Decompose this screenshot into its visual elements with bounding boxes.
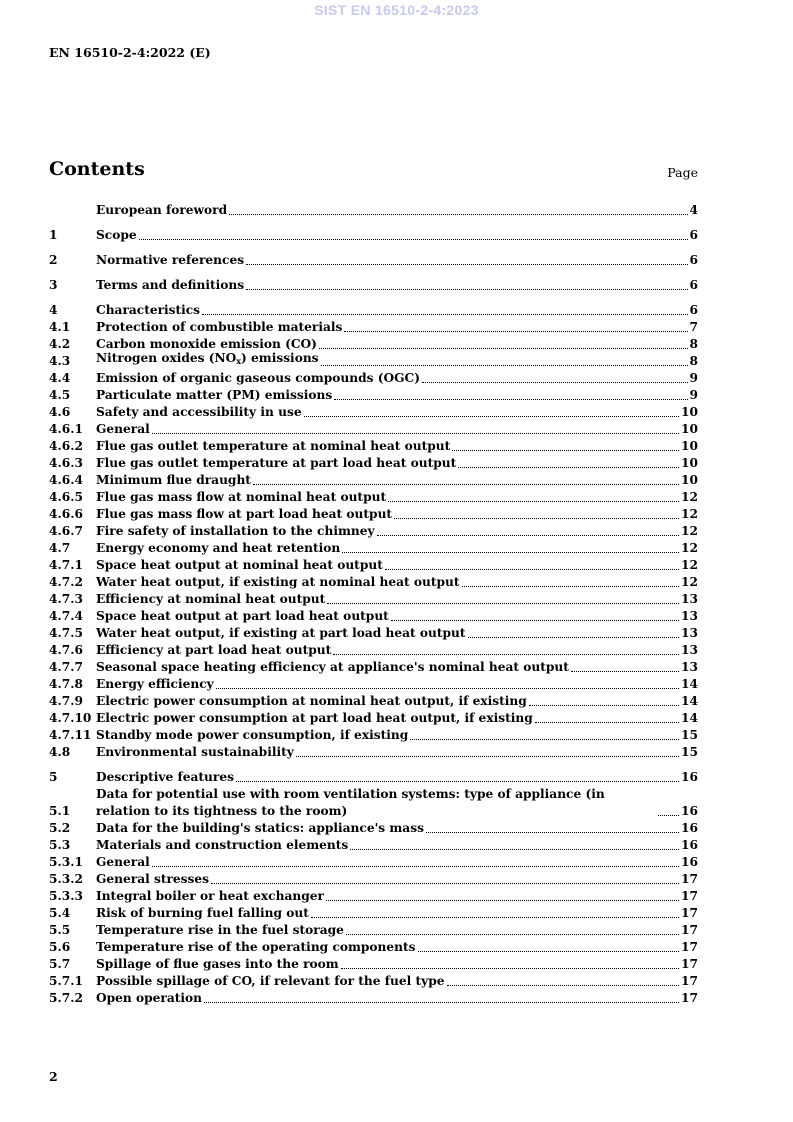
dot-leader xyxy=(326,899,679,901)
toc-entry-title: Standby mode power consumption, if existing xyxy=(96,728,409,742)
toc-entry-title: Protection of combustible materials xyxy=(96,320,343,334)
dot-leader xyxy=(535,721,679,723)
toc-entry-number: 4.7 xyxy=(49,541,71,555)
toc-entry-title: Temperature rise in the fuel storage xyxy=(96,923,344,937)
dot-leader xyxy=(468,636,680,638)
toc-entry-page: 10 xyxy=(681,405,698,419)
toc-entry-page: 14 xyxy=(681,711,698,725)
toc-entry-title: Possible spillage of CO, if relevant for the fuel type xyxy=(96,974,445,988)
toc-entry-page: 8 xyxy=(689,354,698,368)
toc-entry[interactable] xyxy=(49,786,698,820)
toc-entry[interactable] xyxy=(49,608,698,625)
toc-entry-page: 4 xyxy=(689,203,698,217)
toc-entry-number: 4.6.1 xyxy=(49,422,83,436)
dot-leader xyxy=(458,466,679,468)
dot-leader xyxy=(377,534,679,536)
toc-entry-page: 16 xyxy=(681,838,698,852)
toc-entry-page: 17 xyxy=(681,991,698,1005)
table-of-contents xyxy=(49,202,698,1007)
toc-entry[interactable] xyxy=(49,472,698,489)
toc-entry-page: 15 xyxy=(681,728,698,742)
toc-entry-page: 13 xyxy=(681,660,698,674)
toc-entry-title: Energy economy and heat retention xyxy=(96,541,341,555)
dot-leader xyxy=(246,288,687,290)
toc-entry-title: Open operation xyxy=(96,991,202,1005)
toc-entry-number: 4.7.10 xyxy=(49,711,92,725)
toc-entry-title: Electric power consumption at nominal heat output, if existing xyxy=(96,694,527,708)
toc-entry[interactable] xyxy=(49,227,698,244)
dot-leader xyxy=(216,687,679,689)
toc-entry-title: Fire safety of installation to the chimney xyxy=(96,524,375,538)
toc-entry-page: 17 xyxy=(681,923,698,937)
toc-entry-title: Flue gas mass flow at nominal heat output xyxy=(96,490,387,504)
dot-leader xyxy=(410,738,679,740)
toc-entry[interactable] xyxy=(49,202,698,219)
toc-entry[interactable] xyxy=(49,455,698,472)
toc-entry[interactable] xyxy=(49,404,698,421)
toc-entry-number: 4.3 xyxy=(49,354,71,368)
dot-leader xyxy=(333,653,679,655)
toc-entry-page: 14 xyxy=(681,694,698,708)
toc-entry-number: 3 xyxy=(49,278,58,292)
dot-leader xyxy=(311,916,679,918)
toc-entry-page: 16 xyxy=(681,770,698,784)
dot-leader xyxy=(658,814,679,816)
toc-entry-page: 16 xyxy=(681,821,698,835)
toc-entry-number: 4.6.5 xyxy=(49,490,83,504)
toc-entry[interactable] xyxy=(49,574,698,591)
toc-entry-number: 4.6.3 xyxy=(49,456,83,470)
toc-entry-page: 12 xyxy=(681,490,698,504)
toc-entry-page: 13 xyxy=(681,592,698,606)
dot-leader xyxy=(462,585,680,587)
dot-leader xyxy=(571,670,679,672)
toc-entry-number: 4.8 xyxy=(49,745,71,759)
toc-entry-number: 4.4 xyxy=(49,371,71,385)
toc-entry-title: General xyxy=(96,422,150,436)
toc-entry-title: Materials and construction elements xyxy=(96,838,349,852)
dot-leader xyxy=(418,950,680,952)
toc-entry-number: 5.3.2 xyxy=(49,872,83,886)
toc-entry[interactable] xyxy=(49,625,698,642)
toc-entry-page: 17 xyxy=(681,974,698,988)
dot-leader xyxy=(296,755,679,757)
toc-entry-title: Normative references xyxy=(96,253,245,267)
toc-entry[interactable] xyxy=(49,693,698,710)
dot-leader xyxy=(202,313,687,315)
toc-entry-page: 10 xyxy=(681,473,698,487)
toc-entry[interactable] xyxy=(49,302,698,319)
toc-entry-number: 4.7.1 xyxy=(49,558,83,572)
toc-entry[interactable] xyxy=(49,837,698,854)
dot-leader xyxy=(426,831,679,833)
toc-entry-title: General stresses xyxy=(96,872,209,886)
toc-entry-title: Flue gas outlet temperature at part load heat output xyxy=(96,456,457,470)
dot-leader xyxy=(385,568,679,570)
toc-entry[interactable] xyxy=(49,557,698,574)
toc-entry-page: 14 xyxy=(681,677,698,691)
toc-entry-title: Scope xyxy=(96,228,137,242)
toc-entry-number: 5.4 xyxy=(49,906,71,920)
toc-entry-number: 4.7.5 xyxy=(49,626,83,640)
toc-entry-title: Efficiency at nominal heat output xyxy=(96,592,326,606)
dot-leader xyxy=(139,238,688,240)
toc-entry-title: Space heat output at nominal heat output xyxy=(96,558,383,572)
document-id: EN 16510-2-4:2022 (E) xyxy=(49,45,211,60)
toc-entry-title: Spillage of flue gases into the room xyxy=(96,957,339,971)
dot-leader xyxy=(304,415,679,417)
toc-entry[interactable] xyxy=(49,973,698,990)
toc-entry-number: 1 xyxy=(49,228,58,242)
dot-leader xyxy=(346,933,679,935)
dot-leader xyxy=(321,364,688,366)
toc-entry[interactable] xyxy=(49,939,698,956)
toc-entry[interactable] xyxy=(49,387,698,404)
toc-entry-number: 5.7.2 xyxy=(49,991,83,1005)
dot-leader xyxy=(319,347,688,349)
toc-entry-number: 4.2 xyxy=(49,337,71,351)
toc-entry-page: 6 xyxy=(689,228,698,242)
toc-entry-page: 9 xyxy=(689,388,698,402)
toc-entry-number: 4.6.4 xyxy=(49,473,83,487)
toc-entry-number: 4.5 xyxy=(49,388,71,402)
toc-entry[interactable] xyxy=(49,854,698,871)
toc-entry[interactable] xyxy=(49,871,698,888)
toc-entry-page: 17 xyxy=(681,906,698,920)
toc-entry[interactable] xyxy=(49,676,698,693)
toc-entry-number: 4.6.7 xyxy=(49,524,83,538)
dot-leader xyxy=(394,517,679,519)
toc-entry-number: 4.6.2 xyxy=(49,439,83,453)
toc-entry-title: Carbon monoxide emission (CO) xyxy=(96,337,317,351)
toc-entry-number: 4.7.7 xyxy=(49,660,83,674)
toc-entry-number: 5.7 xyxy=(49,957,71,971)
toc-entry-title: Data for the building's statics: appliance's mass xyxy=(96,821,424,835)
toc-entry[interactable] xyxy=(49,659,698,676)
toc-entry-number: 5.3.3 xyxy=(49,889,83,903)
toc-entry[interactable] xyxy=(49,421,698,438)
toc-entry-page: 6 xyxy=(689,253,698,267)
toc-entry-number: 4.7.9 xyxy=(49,694,83,708)
dot-leader xyxy=(211,882,679,884)
toc-entry-title: Space heat output at part load heat output xyxy=(96,609,389,623)
toc-entry-number: 2 xyxy=(49,253,58,267)
dot-leader xyxy=(350,848,679,850)
toc-entry-title: Seasonal space heating efficiency at appliance's nominal heat output xyxy=(96,660,569,674)
toc-entry-title: Particulate matter (PM) emissions xyxy=(96,388,333,402)
dot-leader xyxy=(452,449,679,451)
toc-entry[interactable] xyxy=(49,506,698,523)
toc-entry[interactable] xyxy=(49,642,698,659)
toc-entry[interactable] xyxy=(49,744,698,761)
toc-entry-number: 5 xyxy=(49,770,58,784)
toc-entry-title: General xyxy=(96,855,150,869)
toc-entry-page: 16 xyxy=(681,804,698,818)
toc-entry-title: Terms and definitions xyxy=(96,278,245,292)
dot-leader xyxy=(529,704,679,706)
toc-entry-title: Risk of burning fuel falling out xyxy=(96,906,309,920)
toc-entry-title: Minimum flue draught xyxy=(96,473,251,487)
dot-leader xyxy=(342,551,679,553)
toc-entry-number: 4.6.6 xyxy=(49,507,83,521)
toc-entry-page: 17 xyxy=(681,940,698,954)
toc-entry-number: 4.7.2 xyxy=(49,575,83,589)
toc-entry[interactable] xyxy=(49,252,698,269)
toc-entry-number: 4.7.6 xyxy=(49,643,83,657)
dot-leader xyxy=(236,780,679,782)
toc-entry-title: Temperature rise of the operating components xyxy=(96,940,416,954)
toc-entry-page: 6 xyxy=(689,303,698,317)
toc-entry-title: Characteristics xyxy=(96,303,201,317)
toc-entry[interactable] xyxy=(49,370,698,387)
toc-entry-page: 12 xyxy=(681,507,698,521)
toc-entry[interactable] xyxy=(49,489,698,506)
toc-entry-number: 5.1 xyxy=(49,804,71,818)
toc-entry-number: 5.5 xyxy=(49,923,71,937)
toc-entry[interactable] xyxy=(49,888,698,905)
page-column-label: Page xyxy=(667,165,698,180)
dot-leader xyxy=(341,967,679,969)
toc-entry-page: 10 xyxy=(681,439,698,453)
dot-leader xyxy=(388,500,679,502)
toc-entry-number: 5.3 xyxy=(49,838,71,852)
toc-entry-page: 6 xyxy=(689,278,698,292)
toc-entry-title: Water heat output, if existing at part load heat output xyxy=(96,626,466,640)
toc-entry[interactable] xyxy=(49,319,698,336)
toc-entry-page: 7 xyxy=(689,320,698,334)
toc-entry-title: Electric power consumption at part load heat output, if existing xyxy=(96,711,533,725)
toc-entry-page: 17 xyxy=(681,889,698,903)
dot-leader xyxy=(334,398,687,400)
dot-leader xyxy=(391,619,679,621)
toc-entry-number: 4 xyxy=(49,303,58,317)
toc-entry-title: Data for potential use with room ventilation systems: type of appliance (in relation to its tightness to the room) xyxy=(96,787,605,818)
toc-entry[interactable] xyxy=(49,727,698,744)
toc-entry-title: Flue gas mass flow at part load heat output xyxy=(96,507,393,521)
toc-entry[interactable] xyxy=(49,277,698,294)
dot-leader xyxy=(253,483,679,485)
dot-leader xyxy=(344,330,687,332)
toc-entry[interactable] xyxy=(49,523,698,540)
toc-entry-page: 12 xyxy=(681,558,698,572)
toc-entry-page: 15 xyxy=(681,745,698,759)
dot-leader xyxy=(447,984,680,986)
toc-entry[interactable] xyxy=(49,905,698,922)
toc-entry[interactable] xyxy=(49,990,698,1007)
toc-entry-number: 4.7.3 xyxy=(49,592,83,606)
toc-entry[interactable] xyxy=(49,540,698,557)
toc-entry-page: 12 xyxy=(681,524,698,538)
dot-leader xyxy=(422,381,688,383)
toc-entry-title: Efficiency at part load heat output xyxy=(96,643,332,657)
toc-entry-title: Energy efficiency xyxy=(96,677,214,691)
toc-entry[interactable] xyxy=(49,922,698,939)
toc-entry-page: 8 xyxy=(689,337,698,351)
toc-entry-number: 5.3.1 xyxy=(49,855,83,869)
toc-entry[interactable] xyxy=(49,591,698,608)
toc-entry-page: 16 xyxy=(681,855,698,869)
toc-entry-number: 4.7.11 xyxy=(49,728,92,742)
toc-entry-page: 13 xyxy=(681,643,698,657)
toc-entry-number: 4.6 xyxy=(49,405,71,419)
toc-entry-title: Integral boiler or heat exchanger xyxy=(96,889,324,903)
toc-entry-number: 5.2 xyxy=(49,821,71,835)
toc-entry[interactable] xyxy=(49,438,698,455)
toc-entry-page: 17 xyxy=(681,872,698,886)
toc-entry-page: 10 xyxy=(681,422,698,436)
dot-leader xyxy=(229,213,687,215)
toc-entry[interactable] xyxy=(49,710,698,727)
toc-entry-title: Emission of organic gaseous compounds (OGC) xyxy=(96,371,420,385)
toc-entry[interactable] xyxy=(49,956,698,973)
toc-entry-number: 4.1 xyxy=(49,320,71,334)
toc-entry-title: Flue gas outlet temperature at nominal heat output xyxy=(96,439,451,453)
toc-entry-page: 13 xyxy=(681,626,698,640)
toc-entry-title: Nitrogen oxides $(NO_x)$ emissions xyxy=(96,351,319,366)
toc-entry-page: 12 xyxy=(681,541,698,555)
toc-entry-page: 12 xyxy=(681,575,698,589)
dot-leader xyxy=(152,865,679,867)
watermark: SIST EN 16510-2-4:2023 xyxy=(314,2,479,18)
toc-entry[interactable] xyxy=(49,769,698,786)
toc-entry-page: 13 xyxy=(681,609,698,623)
dot-leader xyxy=(327,602,679,604)
toc-entry[interactable] xyxy=(49,353,698,370)
toc-entry[interactable] xyxy=(49,820,698,837)
toc-entry-page: 10 xyxy=(681,456,698,470)
toc-entry-number: 5.6 xyxy=(49,940,71,954)
toc-entry-title: European foreword xyxy=(96,203,228,217)
toc-entry-page: 9 xyxy=(689,371,698,385)
toc-entry-title: Safety and accessibility in use xyxy=(96,405,302,419)
dot-leader xyxy=(204,1001,679,1003)
toc-entry-number: 5.7.1 xyxy=(49,974,83,988)
toc-entry-page: 17 xyxy=(681,957,698,971)
dot-leader xyxy=(246,263,687,265)
dot-leader xyxy=(152,432,679,434)
toc-entry-number: 4.7.8 xyxy=(49,677,83,691)
toc-entry-title: Water heat output, if existing at nominal heat output xyxy=(96,575,460,589)
page-number: 2 xyxy=(49,1069,58,1084)
toc-entry-title: Descriptive features xyxy=(96,770,234,784)
toc-entry-title: Environmental sustainability xyxy=(96,745,294,759)
page-title: Contents xyxy=(49,158,145,180)
toc-entry-number: 4.7.4 xyxy=(49,609,83,623)
